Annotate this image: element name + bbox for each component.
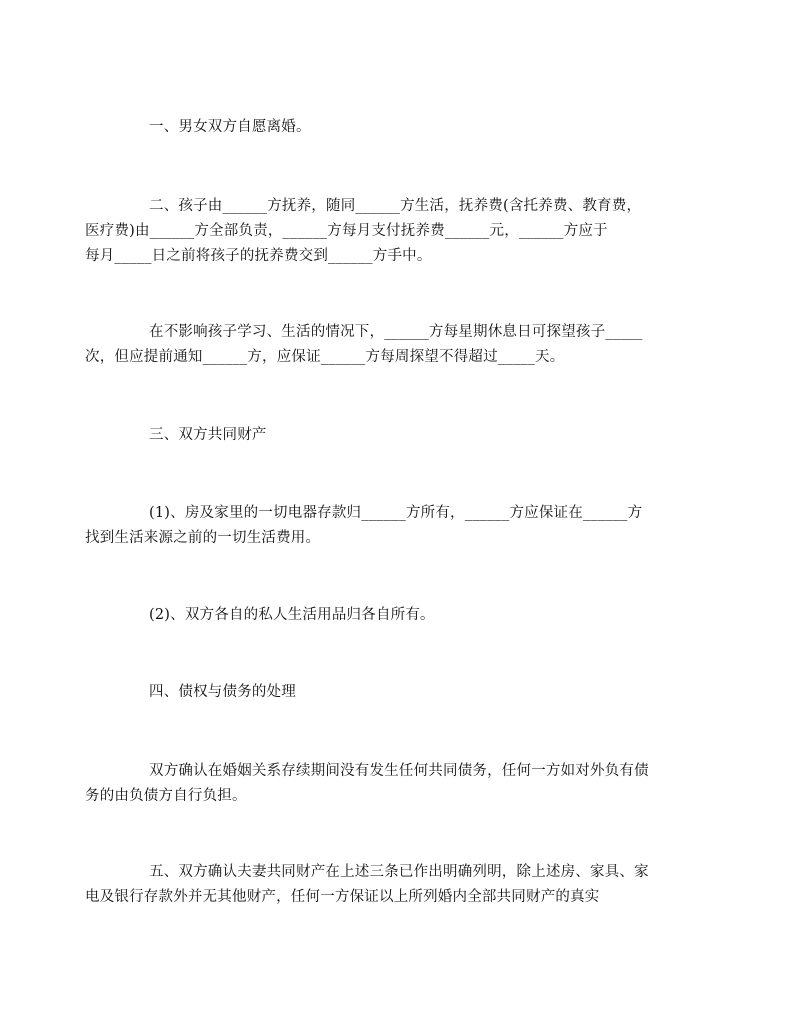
paragraph-line: 医疗费)由______方全部负责，______方每月支付抚养费______元，______方应于 <box>85 223 608 239</box>
paragraph-line: 双方确认在婚姻关系存续期间没有发生任何共同债务，任何一方如对外负有债 <box>149 763 649 779</box>
clause-2-child-custody-paragraph <box>85 194 673 269</box>
paragraph-line: 在不影响孩子学习、生活的情况下，______方每星期休息日可探望孩子_____ <box>149 324 643 340</box>
paragraph-line: (1)、房及家里的一切电器存款归______方所有，______方应保证在______方 <box>149 505 643 521</box>
visitation-paragraph <box>85 320 673 370</box>
paragraph-line: 找到生活来源之前的一切生活费用。 <box>85 530 321 546</box>
debt-paragraph <box>85 759 673 809</box>
clause-1-paragraph <box>117 115 673 140</box>
property-item-2-paragraph <box>117 603 673 628</box>
clause-4-heading <box>117 680 673 705</box>
paragraph-line: 次，但应提前通知______方，应保证______方每周探望不得超过_____天。 <box>85 349 565 365</box>
paragraph-line: 务的由负债方自行负担。 <box>85 788 247 804</box>
paragraph-line: 四、债权与债务的处理 <box>149 684 296 700</box>
property-item-1-paragraph <box>85 501 673 551</box>
paragraph-line: 五、双方确认夫妻共同财产在上述三条已作出明确列明，除上述房、家具、家 <box>149 864 649 880</box>
paragraph-line: (2)、双方各自的私人生活用品归各自所有。 <box>149 607 435 623</box>
clause-3-heading <box>117 423 673 448</box>
paragraph-line: 电及银行存款外并无其他财产，任何一方保证以上所列婚内全部共同财产的真实 <box>85 889 600 905</box>
paragraph-line: 每月_____日之前将孩子的抚养费交到______方手中。 <box>85 248 432 264</box>
paragraph-line: 一、男女双方自愿离婚。 <box>149 119 311 135</box>
clause-5-paragraph <box>85 860 673 910</box>
paragraph-line: 三、双方共同财产 <box>149 427 267 443</box>
paragraph-line: 二、孩子由______方抚养，随同______方生活，抚养费(含托养费、教育费， <box>149 198 642 214</box>
